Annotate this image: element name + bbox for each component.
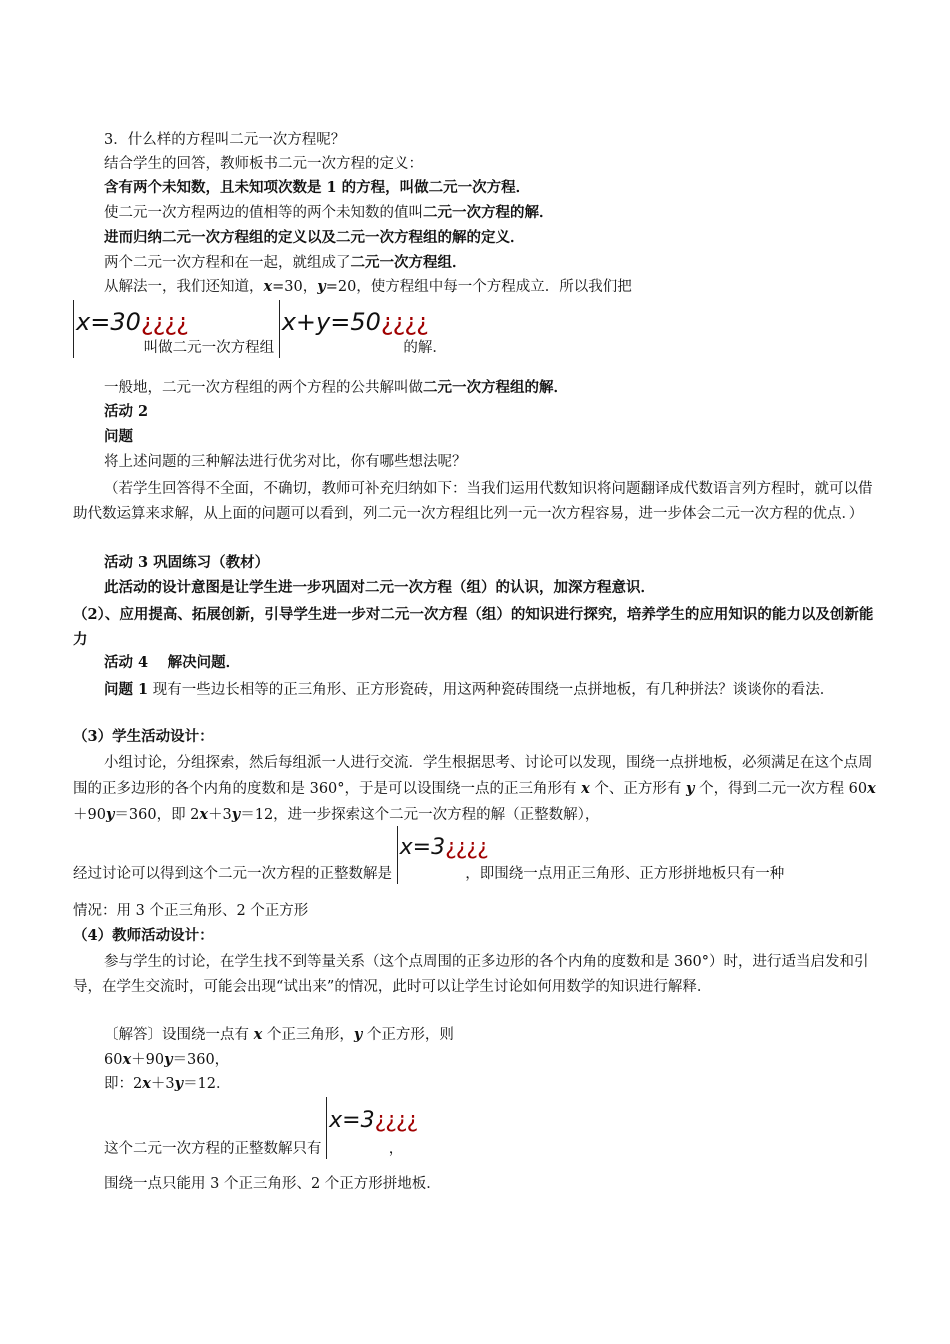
section-2-heading: （2）、应用提高、拓展创新，引导学生进一步对二元一次方程（组）的知识进行探究，培养学生的应用知识的能力以及创新能力 bbox=[73, 606, 874, 648]
equation-garbled-glyphs: ¿¿¿¿ bbox=[140, 308, 188, 336]
equation-garbled-glyphs: ¿¿¿¿ bbox=[380, 308, 428, 336]
section-3-heading: （3）学生活动设计： bbox=[73, 728, 214, 745]
answer-solution-line bbox=[104, 1097, 418, 1159]
positive-solution-tail: ，即围绕一点用正三角形、正方形拼地板只有一种 bbox=[465, 866, 785, 882]
student-activity-text bbox=[73, 751, 878, 828]
equation-image-3 bbox=[397, 826, 488, 884]
brace-bar bbox=[73, 300, 74, 358]
positive-solution-line bbox=[73, 826, 784, 884]
question-heading: 问题 bbox=[104, 428, 133, 445]
definition-solution-term: 二元一次方程的解． bbox=[423, 204, 554, 221]
definition-solution-text: 使二元一次方程两边的值相等的两个未知数的值叫 bbox=[104, 205, 423, 221]
equation-math: x=3 bbox=[329, 1108, 375, 1133]
brace-bar bbox=[279, 300, 280, 358]
teacher-note: 结合学生的回答，教师板书二元一次方程的定义： bbox=[104, 156, 423, 172]
text-span: 小组讨论，分组探索，然后每组派一人进行交流．学生根据思考、讨论可以发现，围绕一点拼地板，必须满足在这个点周围的正多边形的各个内角的度数和是 360°，于是可以设围绕一点的正三角形有 bbox=[73, 755, 873, 797]
variable-y: y bbox=[353, 1026, 363, 1043]
variable-y: y bbox=[164, 1051, 173, 1068]
text-span: ＝360，即 2 bbox=[114, 807, 200, 823]
comparison-question: 将上述问题的三种解法进行优劣对比，你有哪些想法呢？ bbox=[104, 454, 467, 470]
text-span: 即：2 bbox=[104, 1076, 143, 1092]
text-span: ＋3 bbox=[208, 807, 232, 823]
system-definition bbox=[104, 253, 467, 273]
text-span: =20，使方程组中每一个方程成立．所以我们把 bbox=[325, 279, 632, 295]
text-span: 一般地，二元一次方程组的两个方程的公共解叫做 bbox=[104, 380, 423, 396]
variable-x: x bbox=[581, 780, 590, 797]
variable-y: y bbox=[231, 806, 241, 823]
system-definition-intro: 进而归纳二元一次方程组的定义以及二元一次方程组的解的定义． bbox=[104, 229, 525, 246]
activity-4-heading: 活动 4 解决问题． bbox=[104, 654, 241, 671]
variable-y: y bbox=[174, 1075, 184, 1092]
equation-text bbox=[76, 308, 188, 336]
text-span: 从解法一，我们还知道， bbox=[104, 279, 264, 295]
equation-image-4 bbox=[326, 1097, 418, 1159]
text-span: ＝12． bbox=[183, 1076, 231, 1092]
variable-x: x bbox=[253, 1026, 263, 1043]
equation-text bbox=[399, 835, 488, 860]
variable-x: x bbox=[867, 780, 876, 797]
teacher-summary: （若学生回答得不全面，不确切，教师可补充归纳如下：当我们运用代数知识将问题翻译成代数语言列方程时，就可以借助代数运算来求解，从上面的问题可以看到，列二元一次方程组比列一元一次方程容易，进一步体会二元一次方程的优点．） bbox=[73, 481, 873, 522]
common-solution-term: 二元一次方程组的解． bbox=[423, 379, 568, 396]
answer-solution-tail: ， bbox=[388, 1141, 404, 1157]
answer-equation-1 bbox=[104, 1050, 229, 1070]
variable-x: x bbox=[263, 278, 273, 295]
problem-1 bbox=[73, 677, 878, 703]
equation-garbled-glyphs: ¿¿¿¿ bbox=[445, 835, 488, 860]
brace-bar bbox=[326, 1097, 327, 1159]
teacher-activity-text: 参与学生的讨论，在学生找不到等量关系（这个点周围的正多边形的各个内角的度数和是 360°）时，进行适当启发和引导，在学生交流时，可能会出现“试出来”的情况，此时可以让学生讨论如何用数学的知识进行解释． bbox=[73, 954, 869, 995]
equation-math: x=30 bbox=[76, 308, 141, 336]
text-span: ＋3 bbox=[150, 1076, 175, 1092]
problem-1-text: 现有一些边长相等的正三角形、正方形瓷砖，用这两种瓷砖围绕一点拼地板，有几种拼法？谈谈你的看法． bbox=[148, 682, 835, 698]
variable-y: y bbox=[317, 278, 326, 295]
text-span: ＝360， bbox=[172, 1052, 230, 1068]
variable-x: x bbox=[122, 1051, 132, 1068]
equation-text bbox=[281, 308, 428, 336]
common-solution-definition bbox=[104, 378, 568, 398]
text-span: =30， bbox=[272, 279, 318, 295]
answer-equation-2 bbox=[104, 1074, 231, 1094]
equation-caption-1: 叫做二元一次方程组 bbox=[143, 340, 275, 356]
problem-1-label: 问题 1 bbox=[104, 681, 149, 698]
variable-x: x bbox=[142, 1075, 151, 1092]
text-span: 个正方形，则 bbox=[362, 1027, 454, 1043]
text-span: ＝12，进一步探索这个二元一次方程的解（正整数解）， bbox=[240, 807, 600, 823]
equation-image-1 bbox=[73, 300, 188, 358]
definition-equation: 含有两个未知数，且未知项次数是 1 的方程，叫做二元一次方程． bbox=[104, 179, 531, 196]
section-4-heading: （4）教师活动设计： bbox=[73, 927, 214, 944]
equation-line-1 bbox=[73, 300, 447, 358]
equation-math: x=3 bbox=[399, 835, 446, 860]
positive-solution-text: 经过讨论可以得到这个二元一次方程的正整数解是 bbox=[73, 866, 392, 882]
text-span: 60 bbox=[104, 1052, 123, 1068]
answer-setup bbox=[104, 1025, 454, 1045]
text-span: 〔解答〕设围绕一点有 bbox=[104, 1027, 254, 1043]
tiling-conclusion: 情况：用 3 个正三角形、2 个正方形 bbox=[73, 903, 309, 919]
equation-garbled-glyphs: ¿¿¿¿ bbox=[374, 1108, 418, 1133]
text-span: ＋90 bbox=[131, 1052, 165, 1068]
system-definition-text: 两个二元一次方程和在一起，就组成了 bbox=[104, 255, 351, 271]
activity-3-intent: 此活动的设计意图是让学生进一步巩固对二元一次方程（组）的认识，加深方程意识． bbox=[104, 579, 655, 596]
variable-y: y bbox=[105, 806, 115, 823]
activity-3-heading: 活动 3 巩固练习（教材） bbox=[104, 554, 270, 571]
brace-bar bbox=[397, 826, 398, 884]
text-span: 个、正方形有 bbox=[589, 781, 687, 797]
final-conclusion: 围绕一点只能用 3 个正三角形、2 个正方形拼地板． bbox=[104, 1176, 441, 1192]
definition-solution bbox=[104, 203, 554, 223]
equation-math: x+y=50 bbox=[281, 308, 381, 336]
text-span: 个正三角形， bbox=[262, 1027, 354, 1043]
variable-x: x bbox=[199, 806, 209, 823]
text-span: ＋90 bbox=[73, 807, 106, 823]
text-span: 个，得到二元一次方程 60 bbox=[694, 781, 868, 797]
equation-caption-2: 的解． bbox=[403, 340, 447, 356]
equation-text bbox=[329, 1108, 418, 1133]
question-3: 3．什么样的方程叫二元一次方程呢？ bbox=[104, 132, 346, 148]
method-one-note bbox=[104, 277, 632, 297]
answer-solution-text: 这个二元一次方程的正整数解只有 bbox=[104, 1141, 322, 1157]
system-definition-term: 二元一次方程组． bbox=[350, 254, 467, 271]
variable-y: y bbox=[686, 780, 695, 797]
activity-2-heading: 活动 2 bbox=[104, 403, 149, 420]
